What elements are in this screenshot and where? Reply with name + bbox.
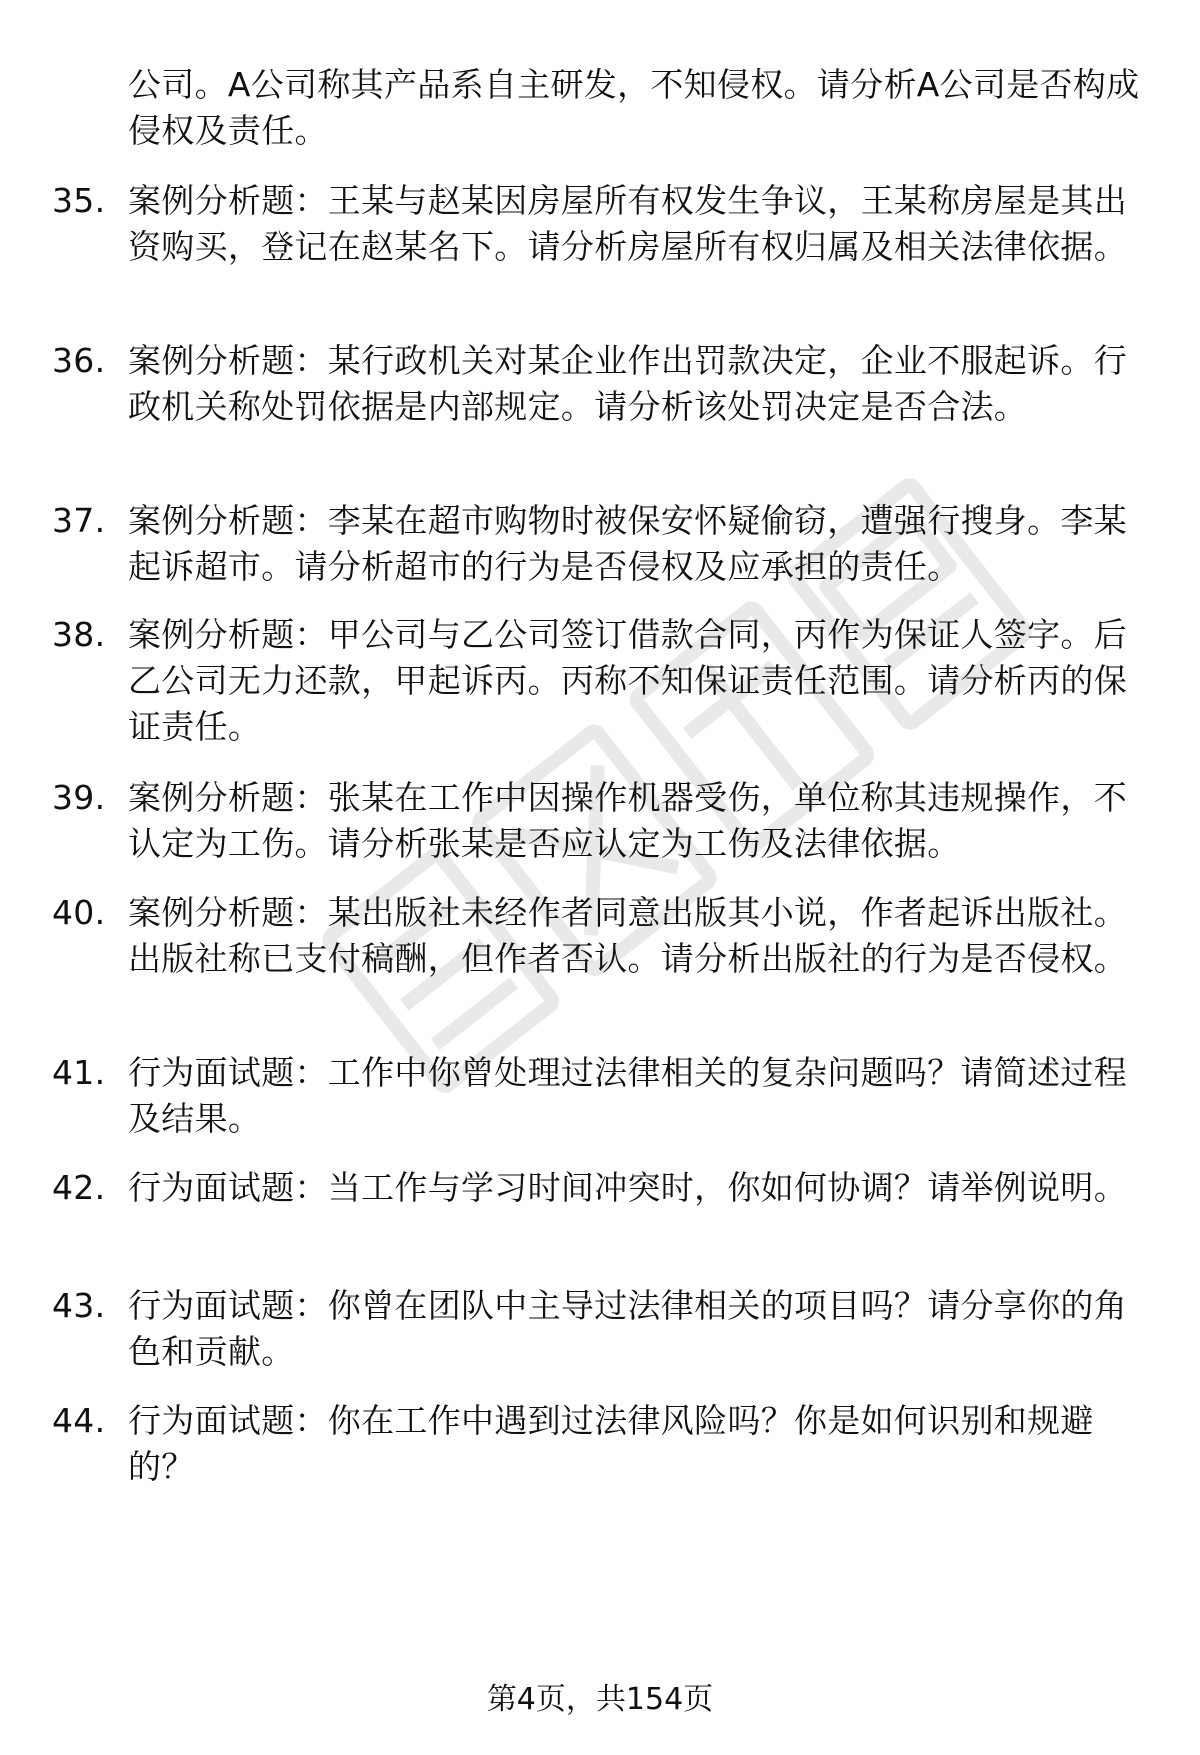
question-number: 42.: [52, 1168, 106, 1207]
question-number: 41.: [52, 1053, 106, 1092]
question-text: 行为面试题：你曾在团队中主导过法律相关的项目吗？请分享你的角色和贡献。: [128, 1286, 1127, 1371]
question-text: 案例分析题：甲公司与乙公司签订借款合同，丙作为保证人签字。后乙公司无力还款，甲起诉丙。丙称不知保证责任范围。请分析丙的保证责任。: [128, 615, 1127, 746]
page-footer: 第4页，共154页: [486, 1682, 714, 1717]
question-number: 43.: [52, 1286, 106, 1325]
continuation-paragraph: 公司。A公司称其产品系自主研发，不知侵权。请分析A公司是否构成侵权及责任。: [128, 65, 1140, 150]
question-number: 39.: [52, 778, 106, 817]
question-number: 38.: [52, 615, 106, 654]
question-text: 案例分析题：某出版社未经作者同意出版其小说，作者起诉出版社。出版社称已支付稿酬，但作者否认。请分析出版社的行为是否侵权。: [128, 893, 1127, 978]
question-text: 案例分析题：某行政机关对某企业作出罚款决定，企业不服起诉。行政机关称处罚依据是内部规定。请分析该处罚决定是否合法。: [128, 341, 1127, 426]
question-number: 44.: [52, 1401, 106, 1440]
question-text: 行为面试题：你在工作中遇到过法律风险吗？你是如何识别和规避的？: [128, 1401, 1094, 1486]
question-text: 案例分析题：张某在工作中因操作机器受伤，单位称其违规操作，不认定为工伤。请分析张某是否应认定为工伤及法律依据。: [128, 778, 1127, 863]
question-text: 行为面试题：当工作与学习时间冲突时，你如何协调？请举例说明。: [128, 1168, 1127, 1207]
question-number: 36.: [52, 341, 106, 380]
question-number: 37.: [52, 501, 106, 540]
question-text: 案例分析题：王某与赵某因房屋所有权发生争议，王某称房屋是其出资购买，登记在赵某名下。请分析房屋所有权归属及相关法律依据。: [128, 181, 1127, 266]
question-text: 行为面试题：工作中你曾处理过法律相关的复杂问题吗？请简述过程及结果。: [128, 1053, 1127, 1138]
question-text: 案例分析题：李某在超市购物时被保安怀疑偷窃，遭强行搜身。李某起诉超市。请分析超市的行为是否侵权及应承担的责任。: [128, 501, 1127, 586]
question-number: 35.: [52, 181, 106, 220]
question-number: 40.: [52, 893, 106, 932]
